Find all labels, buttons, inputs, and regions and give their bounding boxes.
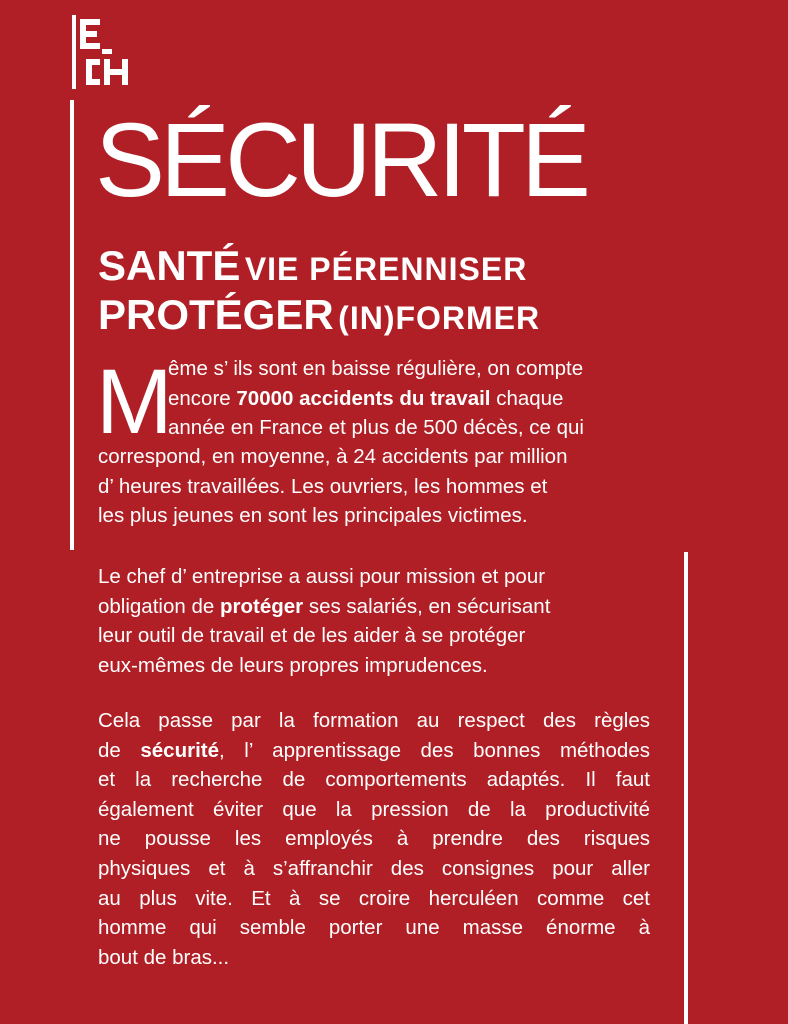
paragraph-1-bottom bbox=[98, 442, 650, 531]
text-line: et la recherche de comportements adaptés. Il faut bbox=[98, 768, 650, 792]
paragraph-2 bbox=[98, 562, 650, 680]
text-line: d’ heures travaillées. Les ouvriers, les hommes et bbox=[98, 474, 548, 498]
text-line: Cela passe par la formation au respect des règles bbox=[98, 709, 650, 732]
text-line: obligation de protéger ses salariés, en sécurisant bbox=[98, 594, 551, 618]
drop-cap: M bbox=[96, 351, 173, 453]
text-line: leur outil de travail et de les aider à se protéger bbox=[98, 624, 526, 648]
right-accent-line bbox=[684, 552, 688, 1024]
text-line: homme qui semble porter une masse énorme à bbox=[98, 916, 650, 940]
text-line: eux-mêmes de leurs propres imprudences. bbox=[98, 653, 488, 677]
subtitle-words: VIE PÉRENNISER bbox=[244, 251, 528, 287]
subtitle-line-2 bbox=[98, 293, 540, 347]
text-line: ne pousse les employés à prendre des risques bbox=[98, 827, 650, 851]
text-line: également éviter que la pression de la productivité bbox=[98, 797, 650, 821]
paragraph-3 bbox=[98, 706, 650, 972]
text-line: année en France et plus de 500 décès, ce qui bbox=[168, 416, 584, 440]
brand-logo bbox=[72, 15, 134, 89]
text-line: ême s’ ils sont en baisse régulière, on compte bbox=[168, 357, 584, 380]
text-line: Le chef d’ entreprise a aussi pour mission et pour bbox=[98, 565, 546, 588]
text-line: correspond, en moyenne, à 24 accidents par million bbox=[98, 445, 568, 468]
bold-word: sécurité bbox=[140, 738, 220, 762]
text-line: physiques et à s’affranchir des consignes pour aller bbox=[98, 856, 650, 880]
subtitle-word: SANTÉ bbox=[98, 242, 241, 289]
text-line: au plus vite. Et à se croire herculéen comme cet bbox=[98, 886, 650, 910]
subtitle-word: PROTÉGER bbox=[98, 291, 334, 338]
bold-phrase: 70000 accidents du travail bbox=[236, 386, 491, 410]
subtitle-line-1 bbox=[98, 244, 527, 298]
subtitle-words: (IN)FORMER bbox=[338, 300, 541, 336]
bold-word: protéger bbox=[219, 594, 304, 618]
left-accent-line bbox=[70, 100, 74, 550]
text-line: bout de bras... bbox=[98, 945, 230, 969]
page-title: SÉCURITÉ bbox=[95, 102, 586, 219]
text-line: les plus jeunes en sont les principales victimes. bbox=[98, 504, 528, 528]
text-line: de sécurité, l’ apprentissage des bonnes méthodes bbox=[98, 738, 650, 762]
text-line: encore 70000 accidents du travail chaque bbox=[168, 386, 564, 410]
paragraph-1-top bbox=[168, 354, 650, 443]
